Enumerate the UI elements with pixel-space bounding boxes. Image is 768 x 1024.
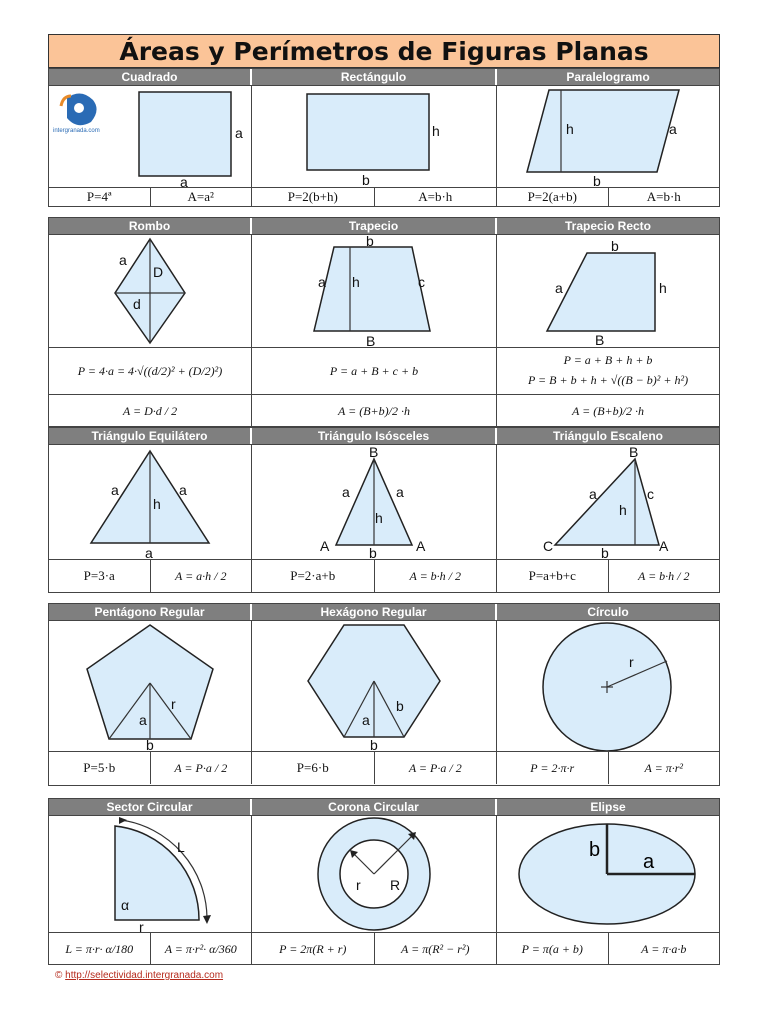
- figure-hexagono: [252, 621, 497, 751]
- header-paralelogramo: Paralelogramo: [497, 69, 719, 85]
- figure-trapecio-recto: [497, 235, 719, 347]
- pent-a-label: a: [139, 712, 147, 728]
- isosceles-diagram: [252, 445, 496, 559]
- rectangle-diagram: [252, 86, 496, 187]
- right-trapezoid-diagram: [497, 235, 719, 347]
- eq-base-label: a: [145, 545, 153, 559]
- formula-sca-p: P=a+b+c: [497, 560, 609, 592]
- iso-left-label: a: [342, 484, 350, 500]
- rhombus-D-label: D: [153, 264, 164, 280]
- parallelogram-shape: [527, 90, 679, 172]
- eq-left-label: a: [111, 482, 119, 498]
- formula-rtrap-a: A = (B+b)/2 ·h: [572, 403, 644, 418]
- parallelogram-diagram: [497, 86, 719, 187]
- formula-sca-a: A = b·h / 2: [637, 568, 690, 583]
- figure-corona: [252, 816, 497, 932]
- circle-r-label: r: [629, 654, 634, 670]
- iso-base-label: b: [369, 545, 377, 559]
- sca-a-label: a: [589, 486, 597, 502]
- sector-r-label: r: [139, 919, 144, 932]
- hex-side-label: b: [396, 698, 404, 714]
- formula-corona-a: A = π(R² − r²): [400, 941, 470, 956]
- formula-iso-a: A = b·h / 2: [409, 568, 462, 583]
- sca-C-label: C: [543, 538, 554, 554]
- pent-b-label: b: [146, 737, 154, 751]
- section-3: [48, 427, 720, 593]
- section-5: [48, 798, 720, 965]
- formula-sector-a: A = π·r²· α/360: [164, 941, 237, 956]
- figure-elipse: [497, 816, 719, 932]
- figure-equilatero: [49, 445, 252, 559]
- formula-trap-p: P = a + B + c + b: [252, 348, 497, 394]
- worksheet: [48, 34, 720, 68]
- annulus-R-label: R: [390, 877, 401, 893]
- rhombus-d-label: d: [133, 296, 141, 312]
- rtrap-h-label: h: [659, 280, 667, 296]
- formula-pent-a: A = P·a / 2: [174, 760, 228, 775]
- trap-a-label: a: [318, 274, 326, 290]
- iso-h-label: h: [375, 510, 383, 526]
- iso-right-label: a: [396, 484, 404, 500]
- formula-cuadrado-p: P=4ª: [49, 188, 151, 206]
- ellipse-diagram: [497, 816, 719, 932]
- figure-escaleno: [497, 445, 719, 559]
- header-trapecio: Trapecio: [252, 218, 497, 234]
- header-cuadrado: Cuadrado: [49, 69, 252, 85]
- sca-h-label: h: [619, 502, 627, 518]
- formula-hex-p: P=6·b: [252, 752, 375, 784]
- formula-sector-l: L = π·r· α/180: [49, 933, 151, 965]
- ellipse-a-label: a: [643, 851, 655, 873]
- rhombus-diagram: [49, 235, 251, 347]
- figure-cuadrado: [49, 86, 252, 187]
- figure-circulo: [497, 621, 719, 751]
- sca-c-label: c: [647, 486, 654, 502]
- formula-para-a: A=b·h: [646, 189, 681, 204]
- trap-B-label: B: [366, 333, 376, 347]
- formula-elipse-a: A = π·a·b: [641, 941, 687, 956]
- section-2: [48, 217, 720, 427]
- scalene-diagram: [497, 445, 719, 559]
- para-side-label: a: [669, 121, 677, 137]
- equilateral-diagram: [49, 445, 251, 559]
- sector-diagram: [49, 816, 251, 932]
- rtrap-B-label: B: [595, 332, 605, 347]
- rhombus-side-label: a: [119, 252, 127, 268]
- rect-height-label: h: [432, 123, 440, 139]
- intergranada-logo: [53, 93, 100, 134]
- hex-b-label: b: [370, 737, 378, 751]
- figure-trapecio: [252, 235, 497, 347]
- figure-isosceles: [252, 445, 497, 559]
- copyright-symbol: ©: [55, 970, 63, 981]
- rectangle-shape: [307, 94, 429, 170]
- formula-eq-a: A = a·h / 2: [174, 568, 227, 583]
- scalene-shape: [555, 459, 659, 545]
- pentagon-diagram: [49, 621, 251, 751]
- header-hexagono: Hexágono Regular: [252, 604, 497, 620]
- square-bottom-label: a: [180, 174, 188, 187]
- header-rectangulo: Rectángulo: [252, 69, 497, 85]
- trapezoid-diagram: [252, 235, 496, 347]
- hex-a-label: a: [362, 712, 370, 728]
- formula-rtrap-p2: P = B + b + h + √((B − b)² + h²): [527, 372, 689, 387]
- formula-pent-p: P=5·b: [49, 752, 151, 784]
- formula-rombo-p: P = 4·a = 4·√((d/2)² + (D/2)²): [49, 348, 252, 394]
- annulus-diagram: [252, 816, 496, 932]
- eq-h-label: h: [153, 496, 161, 512]
- sca-A-label: A: [659, 538, 669, 554]
- header-sector: Sector Circular: [49, 799, 252, 815]
- svg-text:intergranada.com: intergranada.com: [53, 128, 100, 134]
- formula-elipse-p: P = π(a + b): [497, 933, 609, 965]
- sector-L-label: L: [177, 839, 185, 855]
- formula-circle-p: P = 2·π·r: [497, 752, 609, 784]
- header-circulo: Círculo: [497, 604, 719, 620]
- section-4: [48, 603, 720, 786]
- para-height-label: h: [566, 121, 574, 137]
- ellipse-b-label: b: [589, 839, 601, 861]
- rect-base-label: b: [362, 172, 370, 187]
- figure-rombo: [49, 235, 252, 347]
- sca-base-label: b: [601, 545, 609, 559]
- header-elipse: Elipse: [497, 799, 719, 815]
- figure-paralelogramo: [497, 86, 719, 187]
- circle-diagram: [497, 621, 719, 751]
- header-isosceles: Triángulo Isósceles: [252, 428, 497, 444]
- trap-top-label: b: [366, 235, 374, 249]
- formula-rect-p: P=2(b+h): [252, 188, 375, 206]
- header-equilatero: Triángulo Equilátero: [49, 428, 252, 444]
- trap-c-label: c: [418, 274, 425, 290]
- footer: [55, 970, 223, 981]
- formula-eq-p: P=3·a: [49, 560, 151, 592]
- iso-top-label: B: [369, 445, 379, 460]
- page-title: Áreas y Perímetros de Figuras Planas: [48, 34, 720, 68]
- formula-rect-a: A=b·h: [418, 189, 453, 204]
- formula-iso-p: P=2·a+b: [252, 560, 375, 592]
- right-trapezoid-shape: [547, 253, 655, 331]
- sca-B-label: B: [629, 445, 639, 460]
- footer-link[interactable]: http://selectividad.intergranada.com: [65, 970, 224, 981]
- iso-A-left-label: A: [320, 538, 330, 554]
- formula-para-p: P=2(a+b): [497, 188, 609, 206]
- header-trapecio-recto: Trapecio Recto: [497, 218, 719, 234]
- trapezoid-shape: [314, 247, 430, 331]
- sector-alpha-label: α: [121, 897, 130, 913]
- formula-circle-a: A = π·r²: [644, 760, 683, 775]
- eq-right-label: a: [179, 482, 187, 498]
- figure-rectangulo: [252, 86, 497, 187]
- figure-pentagono: [49, 621, 252, 751]
- figure-sector: [49, 816, 252, 932]
- header-corona: Corona Circular: [252, 799, 497, 815]
- header-rombo: Rombo: [49, 218, 252, 234]
- formula-hex-a: A = P·a / 2: [408, 760, 462, 775]
- square-side-label: a: [235, 125, 243, 141]
- section-1: [48, 68, 720, 207]
- rtrap-top-label: b: [611, 238, 619, 254]
- hexagon-diagram: [252, 621, 496, 751]
- header-escaleno: Triángulo Escaleno: [497, 428, 719, 444]
- square-diagram: [49, 86, 251, 187]
- pent-r-label: r: [171, 696, 176, 712]
- header-pentagono: Pentágono Regular: [49, 604, 252, 620]
- para-base-label: b: [593, 173, 601, 187]
- formula-corona-p: P = 2π(R + r): [252, 933, 375, 965]
- iso-A-right-label: A: [416, 538, 426, 554]
- trap-h-label: h: [352, 274, 360, 290]
- formula-trap-a: A = (B+b)/2 ·h: [252, 395, 497, 427]
- formula-cuadrado-a: A=a²: [187, 189, 214, 204]
- square-shape: [139, 92, 231, 176]
- rtrap-a-label: a: [555, 280, 563, 296]
- formula-rombo-a: A = D·d / 2: [49, 395, 252, 427]
- formula-rtrap-p1: P = a + B + h + b: [563, 352, 653, 367]
- annulus-r-label: r: [356, 877, 361, 893]
